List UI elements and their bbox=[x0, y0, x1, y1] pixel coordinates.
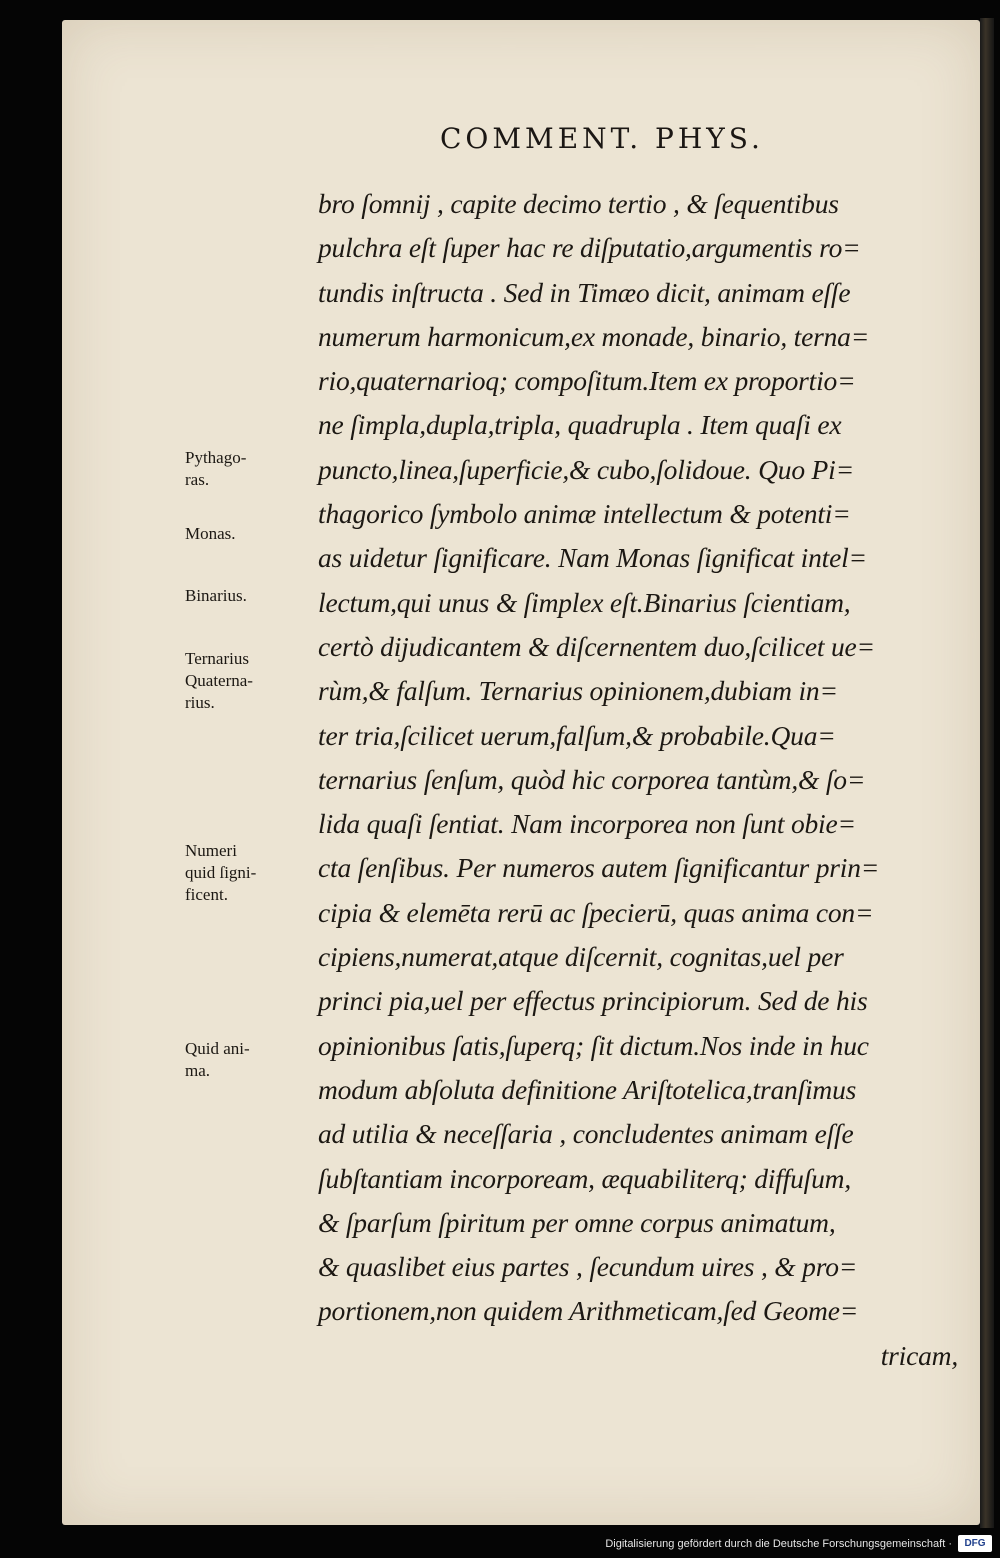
text-line: numerum harmonicum,ex monade, binario, terna= bbox=[318, 320, 870, 352]
text-line: rùm,& falſum. Ternarius opinionem,dubiam in= bbox=[318, 675, 838, 707]
text-line: rio,quaternarioq; compoſitum.Item ex proportio= bbox=[318, 365, 856, 397]
text-line: & quaslibet eius partes , ſecundum uires , & pro= bbox=[318, 1251, 858, 1283]
text-line: & ſparſum ſpiritum per omne corpus animatum, bbox=[318, 1206, 836, 1238]
marginal-note-quaternarius: Quaterna- rius. bbox=[185, 671, 253, 712]
text-line: ad utilia & neceſſaria , concludentes animam eſſe bbox=[318, 1118, 854, 1150]
marginal-note-binarius: Binarius. bbox=[185, 586, 247, 605]
text-line: princi pia,uel per effectus principiorum. Sed de his bbox=[318, 985, 868, 1017]
body-text bbox=[318, 182, 968, 1378]
text-line: tundis inſtructa . Sed in Timæo dicit, animam eſſe bbox=[318, 276, 851, 308]
marginal-note-pythagoras: Pythago- ras. bbox=[185, 448, 247, 489]
text-line: ſubſtantiam incorpoream, æquabiliterq; diffuſum, bbox=[318, 1162, 852, 1194]
page-edge bbox=[980, 18, 994, 1528]
text-line: cipia & elemēta rerū ac ſpecierū, quas anima con= bbox=[318, 896, 874, 928]
text-line: ne ſimpla,dupla,tripla, quadrupla . Item quaſi ex bbox=[318, 409, 842, 441]
text-line: puncto,linea,ſuperficie,& cubo,ſolidoue. Quo Pi= bbox=[318, 453, 854, 485]
dfg-logo: DFG bbox=[958, 1535, 992, 1552]
digitization-credit: Digitalisierung gefördert durch die Deutsche Forschungsgemeinschaft · bbox=[605, 1538, 952, 1550]
marginal-note-monas: Monas. bbox=[185, 524, 236, 543]
text-line: modum abſoluta definitione Ariſtotelica,tranſimus bbox=[318, 1073, 857, 1105]
text-line: opinionibus ſatis,ſuperq; ſit dictum.Nos inde in huc bbox=[318, 1029, 869, 1061]
marginal-note-quid-anima: Quid ani- ma. bbox=[185, 1039, 250, 1080]
text-line: lida quaſi ſentiat. Nam incorporea non ſunt obie= bbox=[318, 808, 856, 840]
marginal-note-ternarius: Ternarius bbox=[185, 649, 249, 668]
text-line: certò dijudicantem & diſcernentem duo,ſcilicet ue= bbox=[318, 630, 875, 662]
text-line: bro ſomnij , capite decimo tertio , & ſequentibus bbox=[318, 188, 839, 219]
text-line: pulchra eſt ſuper hac re diſputatio,argumentis ro= bbox=[318, 232, 861, 264]
text-line: ternarius ſenſum, quòd hic corporea tantùm,& ſo= bbox=[318, 763, 866, 795]
text-line: ter tria,ſcilicet uerum,falſum,& probabile.Qua= bbox=[318, 719, 836, 751]
text-line: cta ſenſibus. Per numeros autem ſignificantur prin= bbox=[318, 852, 880, 884]
running-head: COMMENT. PHYS. bbox=[440, 122, 764, 155]
catchword: tricam, bbox=[880, 1339, 958, 1371]
text-line: as uidetur ſignificare. Nam Monas ſignificat intel= bbox=[318, 542, 867, 574]
marginal-note-numeri: Numeri quid ſigni- ficent. bbox=[185, 841, 257, 904]
text-line: lectum,qui unus & ſimplex eſt.Binarius ſcientiam, bbox=[318, 586, 851, 618]
text-line: thagorico ſymbolo animæ intellectum & potenti= bbox=[318, 498, 851, 530]
text-line: portionem,non quidem Arithmeticam,ſed Geome= bbox=[318, 1295, 859, 1327]
text-line: cipiens,numerat,atque diſcernit, cognitas,uel per bbox=[318, 941, 844, 973]
